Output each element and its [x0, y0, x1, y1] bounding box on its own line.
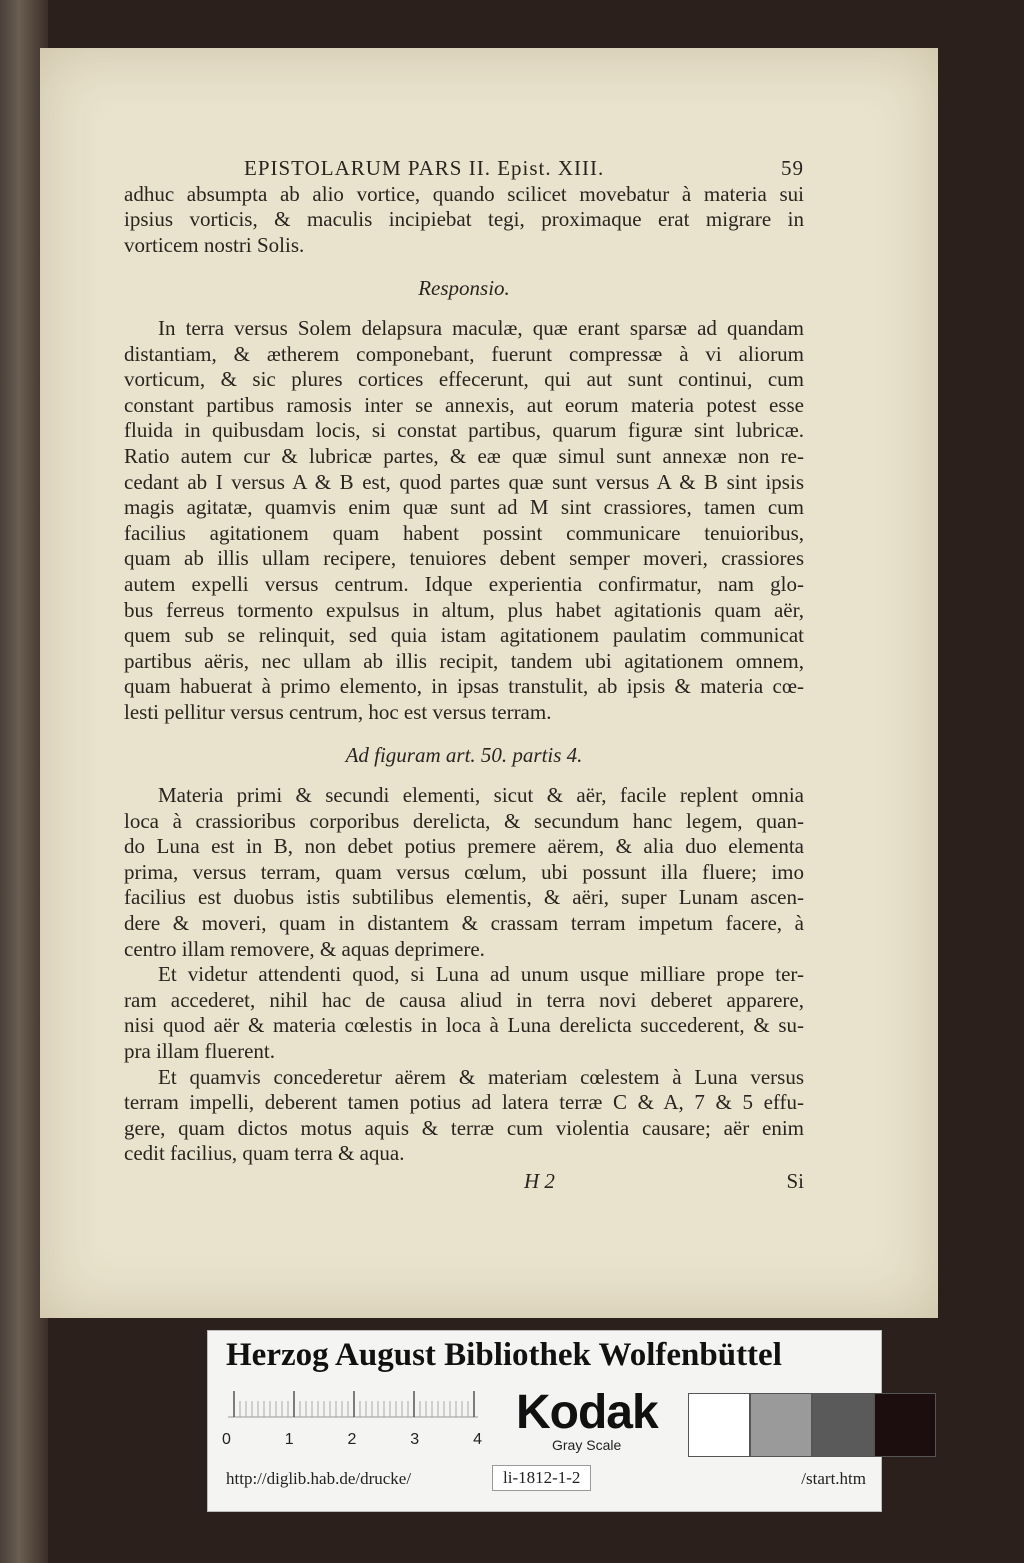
- running-head: [244, 156, 804, 182]
- library-name: Herzog August Bibliothek Wolfenbüttel: [226, 1337, 782, 1373]
- text-line: Ratio autem cur & lubricæ partes, & eæ quæ simul sunt annexæ non re-: [124, 443, 804, 468]
- text-line: cedant ab I versus A & B est, quod partes quæ sunt versus A & B sint ipsis: [124, 469, 804, 494]
- text-line: vorticem nostri Solis.: [124, 232, 305, 257]
- ruler-numbers: [222, 1431, 482, 1449]
- url-prefix: http://diglib.hab.de/drucke/: [226, 1469, 412, 1488]
- paragraph-2: [124, 316, 804, 726]
- heading-responsio: Responsio.: [418, 276, 510, 301]
- text-line: distantiam, & ætherem componebant, fuerunt compressæ à vi aliorum: [124, 341, 804, 366]
- text-line: dere & moveri, quam in distantem & crassam terram impetum facere, à: [124, 911, 804, 936]
- text-line: loca à crassioribus corporibus derelicta, & secundum hanc legem, quan-: [124, 808, 804, 833]
- gray-swatch: [750, 1393, 812, 1457]
- running-head-title: EPISTOLARUM PARS II. Epist. XIII.: [244, 156, 605, 180]
- kodak-logo: Kodak: [516, 1386, 658, 1439]
- text-line: bus ferreus tormento expulsus in altum, plus habet agitationis quam aër,: [124, 597, 804, 622]
- gray-swatches: [688, 1393, 936, 1455]
- page-footer: [124, 1169, 804, 1195]
- text-line: ipsius vorticis, & maculis incipiebat tegi, proximaque erat migrare in: [124, 207, 804, 232]
- text-line: cedit facilius, quam terra & aqua.: [124, 1141, 405, 1166]
- url-suffix: /start.htm: [801, 1469, 866, 1488]
- signature-mark: H 2: [524, 1168, 555, 1193]
- text-line: autem expelli versus centrum. Idque experientia confirmatur, nam glo-: [124, 571, 804, 596]
- ruler-number: 4: [473, 1431, 482, 1448]
- text-line: quam habuerat à primo elemento, in ipsas transtulit, ab ipsis & materia cœ-: [124, 674, 804, 699]
- text-line: adhuc absumpta ab alio vortice, quando scilicet movebatur à materia sui: [124, 181, 804, 206]
- page-number: 59: [781, 156, 804, 180]
- ruler-number: 1: [284, 1431, 294, 1448]
- text-line: quem sub se relinquit, sed quia istam agitationem paulatim communicat: [124, 623, 804, 648]
- text-line: In terra versus Solem delapsura maculæ, quæ erant sparsæ ad quandam: [158, 315, 804, 340]
- gray-swatch: [812, 1393, 874, 1457]
- text-line: nisi quod aër & materia cœlestis in loca à Luna derelicta succederent, & su-: [124, 1013, 804, 1038]
- text-line: prima, versus terram, quam versus cœlum, ubi possunt illa fluere; imo: [124, 859, 804, 884]
- text-line: magis agitatæ, quamvis enim quæ sunt ad M sint crassiores, tamen cum: [124, 495, 804, 520]
- catchword: Si: [786, 1168, 804, 1193]
- text-line: vorticum, & sic plures cortices effecerunt, qui aut sunt continui, cum: [124, 367, 804, 392]
- paragraph-3: [124, 783, 804, 962]
- text-line: constant partibus ramosis inter se annexis, aut eorum materia potest esse: [124, 392, 804, 417]
- text-line: Et quamvis concederetur aërem & materiam cœlestem à Luna versus: [158, 1064, 804, 1089]
- ruler-number: 3: [410, 1431, 420, 1448]
- text-line: Materia primi & secundi elementi, sicut & aër, facile replent omnia: [158, 783, 804, 808]
- shelfmark: li-1812-1-2: [492, 1465, 591, 1491]
- text-line: lesti pellitur versus centrum, hoc est versus terram.: [124, 699, 552, 724]
- text-line: quam ab illis ullam recipere, tenuiores debent semper moveri, crassiores: [124, 546, 804, 571]
- paragraph-4: [124, 962, 804, 1064]
- book-page: [40, 48, 938, 1318]
- gray-scale-label: Gray Scale: [552, 1437, 622, 1453]
- text-line: facilius agitationem quam habent possint communicare tenuioribus,: [124, 520, 804, 545]
- target-card: [207, 1330, 882, 1512]
- text-line: Et videtur attendenti quod, si Luna ad unum usque milliare prope ter-: [158, 962, 804, 987]
- gray-swatch: [874, 1393, 936, 1457]
- ruler-number: 2: [347, 1431, 357, 1448]
- ruler-number: 0: [222, 1431, 231, 1448]
- text-line: fluida in quibusdam locis, si constat partibus, quarum figuræ sint lubricæ.: [124, 418, 804, 443]
- page-text: [124, 156, 804, 1195]
- text-line: terram impelli, deberent tamen potius ad latera terræ C & A, 7 & 5 effu-: [124, 1090, 804, 1115]
- heading-ad-figuram: Ad figuram art. 50. partis 4.: [345, 743, 583, 768]
- paragraph-5: [124, 1065, 804, 1167]
- paragraph-1: [124, 182, 804, 259]
- text-line: ram accederet, nihil hac de causa aliud in terra novi deberet apparere,: [124, 987, 804, 1012]
- text-line: do Luna est in B, non debet potius premere aërem, & alia duo elementa: [124, 834, 804, 859]
- gray-swatch: [688, 1393, 750, 1457]
- text-line: gere, quam dictos motus aquis & terræ cum violentia causare; aër enim: [124, 1115, 804, 1140]
- ruler-scale: [228, 1387, 478, 1433]
- text-line: centro illam removere, & aquas deprimere.: [124, 936, 485, 961]
- text-line: pra illam fluerent.: [124, 1039, 276, 1063]
- text-line: facilius est duobus istis subtilibus elementis, & aëri, super Lunam ascen-: [124, 885, 804, 910]
- text-line: partibus aëris, nec ullam ab illis recipit, tandem ubi agitationem omnem,: [124, 648, 804, 673]
